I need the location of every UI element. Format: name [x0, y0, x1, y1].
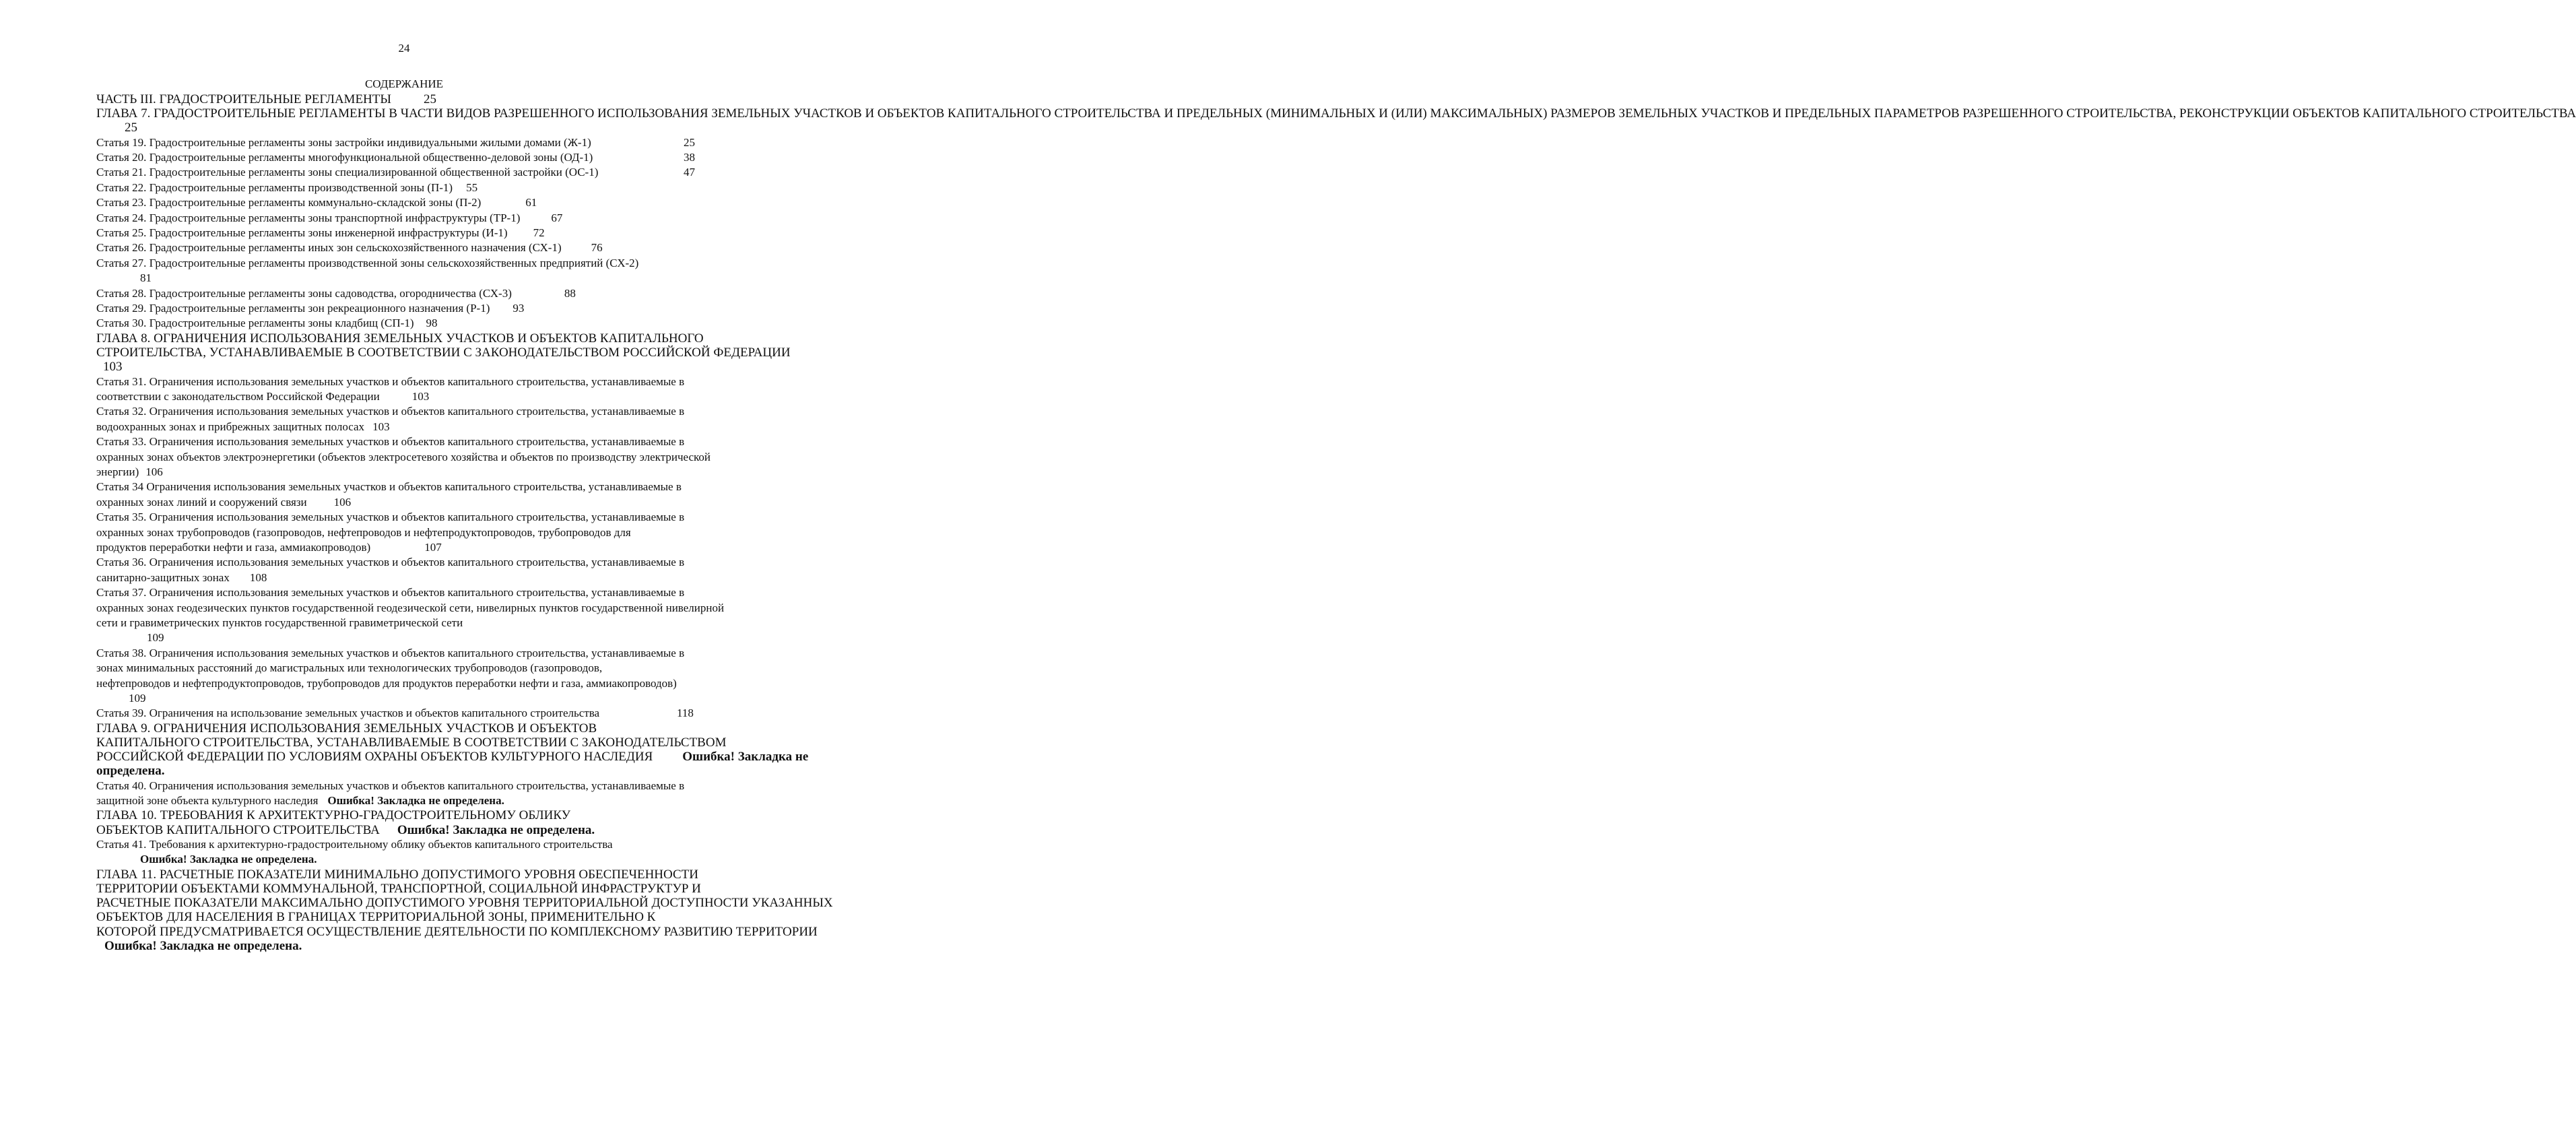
toc-article-entry[interactable]	[96, 256, 770, 286]
toc-page-number: 103	[103, 360, 123, 374]
toc-page-number: 88	[564, 286, 576, 300]
toc-page-number: 47	[684, 166, 695, 179]
toc-article-entry[interactable]	[96, 226, 770, 240]
toc-entry-text-line: Статья 25. Градостроительные регламенты зоны инженерной инфраструктуры (И-1) 72	[96, 226, 545, 240]
toc-article-entry[interactable]	[96, 404, 770, 434]
toc-article-entry[interactable]	[96, 316, 770, 331]
toc-chapter-entry[interactable]	[96, 867, 833, 953]
bookmark-error-text: Ошибка! Закладка не определена.	[327, 794, 504, 808]
toc-page-number: 106	[333, 495, 352, 509]
toc-page-number: 67	[551, 211, 563, 224]
toc-entry-text-line: Статья 34 Ограничения использования земельных участков и объектов капитального строительства, устанавливаемые в	[96, 480, 682, 494]
toc-article-entry[interactable]	[96, 135, 770, 150]
toc-article-entry[interactable]	[96, 585, 770, 646]
toc-entry-text-line: ЧАСТЬ III. ГРАДОСТРОИТЕЛЬНЫЕ РЕГЛАМЕНТЫ 25	[96, 92, 436, 106]
toc-article-entry[interactable]	[96, 706, 770, 721]
toc-chapter-entry[interactable]	[96, 106, 2576, 135]
toc-entry-text-line: Статья 28. Градостроительные регламенты зоны садоводства, огородничества (СХ-3) 88	[96, 286, 576, 300]
toc-entry-text-line: РОССИЙСКОЙ ФЕДЕРАЦИИ ПО УСЛОВИЯМ ОХРАНЫ ОБЪЕКТОВ КУЛЬТУРНОГО НАСЛЕДИЯ Ошибка! Закладка не	[96, 750, 809, 764]
toc-entry-text-line: Статья 22. Градостроительные регламенты производственной зоны (П-1) 55	[96, 181, 478, 194]
toc-entry-text-line: Статья 19. Градостроительные регламенты зоны застройки индивидуальными жилыми домами (Ж-1) 25	[96, 135, 770, 150]
toc-page-number: 109	[147, 631, 164, 645]
toc-entry-text-line: ГЛАВА 7. ГРАДОСТРОИТЕЛЬНЫЕ РЕГЛАМЕНТЫ В ЧАСТИ ВИДОВ РАЗРЕШЕННОГО ИСПОЛЬЗОВАНИЯ ЗЕМЕЛЬНЫХ УЧАСТКОВ И ОБЪЕКТОВ КАПИТАЛЬНОГО СТРОИТЕЛЬСТВА И ПРЕДЕЛЬНЫХ (МИНИМАЛЬНЫХ И (ИЛИ) МАКСИМАЛЬНЫХ) РАЗМЕРОВ ЗЕМЕЛЬНЫХ УЧАСТКОВ И ПРЕДЕЛЬНЫХ ПАРАМЕТРОВ РАЗРЕШЕННОГО СТРОИТЕЛЬСТВА, РЕКОНСТРУКЦИИ ОБЪЕКТОВ КАПИТАЛЬНОГО СТРОИТЕЛЬСТВА	[96, 106, 2576, 121]
bookmark-error-text: Ошибка! Закладка не	[682, 750, 809, 764]
toc-entry-text-line: Статья 23. Градостроительные регламенты коммунально-складской зоны (П-2) 61	[96, 196, 537, 209]
toc-entry-text-line: Статья 36. Ограничения использования земельных участков и объектов капитального строительства, устанавливаемые в	[96, 556, 685, 569]
toc-entry-text-line	[96, 939, 770, 953]
toc-entry-text-line: Статья 39. Ограничения на использование земельных участков и объектов капитального строительства 118	[96, 706, 770, 721]
toc-entry-text-line: Статья 38. Ограничения использования земельных участков и объектов капитального строительства, устанавливаемые в	[96, 646, 685, 659]
toc-page-number: 98	[426, 317, 438, 330]
toc-page-number: 25	[684, 135, 695, 149]
toc-entry-text-line: Статья 29. Градостроительные регламенты зон рекреационного назначения (Р-1) 93	[96, 302, 525, 315]
toc-entry-text-line: Статья 31. Ограничения использования земельных участков и объектов капитального строительства, устанавливаемые в	[96, 374, 685, 388]
bookmark-error-text: определена.	[96, 764, 165, 779]
toc-chapter-entry[interactable]	[96, 808, 770, 837]
toc-entry-text-line	[96, 360, 770, 374]
toc-entry-text-line: энергии) 106	[96, 465, 163, 478]
toc-page-number: 61	[525, 196, 537, 209]
toc-entry-text-line: защитной зоне объекта культурного наследия Ошибка! Закладка не определена.	[96, 794, 504, 808]
toc-article-entry[interactable]	[96, 374, 770, 405]
toc-article-entry[interactable]	[96, 286, 770, 301]
toc-entry-text-line	[96, 691, 770, 706]
toc-entry-text-line: охранных зонах геодезических пунктов государственной геодезической сети, нивелирных пунктов государственной нивелирной	[96, 601, 725, 614]
toc-entry-text-line: охранных зонах линий и сооружений связи 106	[96, 495, 352, 509]
toc-entry-text-line: КАПИТАЛЬНОГО СТРОИТЕЛЬСТВА, УСТАНАВЛИВАЕМЫЕ В СООТВЕТСТВИИ С ЗАКОНОДАТЕЛЬСТВОМ	[96, 736, 727, 750]
toc-entry-text-line: ГЛАВА 10. ТРЕБОВАНИЯ К АРХИТЕКТУРНО-ГРАДОСТРОИТЕЛЬНОМУ ОБЛИКУ	[96, 808, 571, 823]
toc-entry-text-line: ГЛАВА 9. ОГРАНИЧЕНИЯ ИСПОЛЬЗОВАНИЯ ЗЕМЕЛЬНЫХ УЧАСТКОВ И ОБЪЕКТОВ	[96, 721, 597, 736]
toc-page-number: 81	[140, 271, 152, 285]
toc-entry-text-line: Статья 40. Ограничения использования земельных участков и объектов капитального строительства, устанавливаемые в	[96, 779, 685, 792]
toc-page-number-line	[96, 630, 770, 645]
toc-page-number: 107	[424, 540, 442, 554]
toc-page-number: 25	[125, 121, 137, 135]
toc-entry-text-line: нефтепроводов и нефтепродуктопроводов, трубопроводов для продуктов переработки нефти и газа, аммиакопроводов)	[96, 676, 677, 690]
toc-page-number: 103	[372, 420, 390, 433]
toc-article-entry[interactable]	[96, 434, 770, 480]
toc-page-number: 106	[145, 465, 163, 478]
toc-article-entry[interactable]	[96, 646, 770, 707]
toc-entry-text-line: Статья 32. Ограничения использования земельных участков и объектов капитального строительства, устанавливаемые в	[96, 405, 685, 418]
toc-article-entry[interactable]	[96, 181, 770, 195]
toc-title: СОДЕРЖАНИЕ	[364, 77, 444, 90]
toc-page-number: 93	[513, 302, 525, 315]
table-of-contents	[96, 92, 2576, 953]
toc-entry-text-line: ОБЪЕКТОВ КАПИТАЛЬНОГО СТРОИТЕЛЬСТВА Ошибка! Закладка не определена.	[96, 822, 595, 837]
toc-entry-text-line: Статья 35. Ограничения использования земельных участков и объектов капитального строительства, устанавливаемые в	[96, 511, 685, 524]
toc-article-entry[interactable]	[96, 211, 770, 226]
toc-entry-text-line: ГЛАВА 11. РАСЧЕТНЫЕ ПОКАЗАТЕЛИ МИНИМАЛЬНО ДОПУСТИМОГО УРОВНЯ ОБЕСПЕЧЕННОСТИ	[96, 867, 698, 882]
toc-entry-text-line: соответствии с законодательством Российской Федерации 103	[96, 389, 430, 403]
toc-entry-text-line: СТРОИТЕЛЬСТВА, УСТАНАВЛИВАЕМЫЕ В СООТВЕТСТВИИ С ЗАКОНОДАТЕЛЬСТВОМ РОССИЙСКОЙ ФЕДЕРАЦИИ	[96, 346, 791, 360]
toc-article-entry[interactable]	[96, 510, 770, 555]
toc-entry-text-line: КОТОРОЙ ПРЕДУСМАТРИВАЕТСЯ ОСУЩЕСТВЛЕНИЕ ДЕЯТЕЛЬНОСТИ ПО КОМПЛЕКСНОМУ РАЗВИТИЮ ТЕРРИТОРИИ	[96, 924, 818, 939]
toc-entry-text-line: Статья 41. Требования к архитектурно-градостроительному облику объектов капитального строительства	[96, 837, 613, 851]
toc-entry-text-line: Статья 24. Градостроительные регламенты зоны транспортной инфраструктуры (ТР-1) 67	[96, 211, 563, 224]
toc-entry-text-line: ГЛАВА 8. ОГРАНИЧЕНИЯ ИСПОЛЬЗОВАНИЯ ЗЕМЕЛЬНЫХ УЧАСТКОВ И ОБЪЕКТОВ КАПИТАЛЬНОГО	[96, 331, 704, 346]
bookmark-error-text: Ошибка! Закладка не определена.	[397, 822, 595, 837]
toc-entry-text-line: продуктов переработки нефти и газа, аммиакопроводов) 107	[96, 540, 442, 554]
toc-page-number: 103	[411, 389, 430, 403]
toc-page-number: 55	[466, 181, 478, 194]
toc-article-entry[interactable]	[96, 165, 770, 180]
toc-entry-text-line: Статья 27. Градостроительные регламенты производственной зоны сельскохозяйственных предприятий (СХ-2)	[96, 256, 639, 269]
toc-entry-text-line: водоохранных зонах и прибрежных защитных полосах 103	[96, 420, 390, 433]
toc-entry-text-line: Статья 30. Градостроительные регламенты зоны кладбищ (СП-1) 98	[96, 317, 438, 330]
toc-entry-text-line: Статья 20. Градостроительные регламенты многофункциональной общественно-деловой зоны (ОД-1) 38	[96, 150, 770, 165]
page-number: 24	[398, 42, 410, 55]
toc-entry-text-line: охранных зонах трубопроводов (газопроводов, нефтепроводов и нефтепродуктопроводов, трубопроводов для	[96, 525, 631, 539]
toc-entry-text-line: сети и гравиметрических пунктов государственной гравиметрической сети	[96, 616, 463, 629]
toc-entry-text-line: ОБЪЕКТОВ ДЛЯ НАСЕЛЕНИЯ В ГРАНИЦАХ ТЕРРИТОРИАЛЬНОЙ ЗОНЫ, ПРИМЕНИТЕЛЬНО К	[96, 910, 656, 925]
toc-page-number: 76	[591, 241, 603, 255]
toc-entry-text-line: Статья 21. Градостроительные регламенты зоны специализированной общественной застройки (ОС-1) 47	[96, 165, 770, 180]
bookmark-error-line	[96, 764, 770, 778]
toc-article-entry[interactable]	[96, 480, 770, 510]
toc-entry-text-line: ТЕРРИТОРИИ ОБЪЕКТАМИ КОММУНАЛЬНОЙ, ТРАНСПОРТНОЙ, СОЦИАЛЬНОЙ ИНФРАСТРУКТУР И	[96, 881, 701, 896]
toc-page-number: 109	[129, 692, 146, 705]
toc-article-entry[interactable]	[96, 837, 770, 868]
toc-page-number-line	[96, 271, 770, 286]
toc-page-number: 118	[677, 707, 694, 720]
bookmark-error-text: Ошибка! Закладка не определена.	[104, 938, 302, 953]
toc-entry-text-line: охранных зонах объектов электроэнергетики (объектов электросетевого хозяйства и объектов по производству электрической	[96, 450, 711, 463]
toc-entry-text-line: зонах минимальных расстояний до магистральных или технологических трубопроводов (газопроводов,	[96, 661, 603, 675]
toc-entry-text-line	[96, 121, 770, 135]
toc-chapter-entry[interactable]	[96, 331, 791, 374]
toc-chapter-entry[interactable]	[96, 92, 770, 106]
toc-page-number: 108	[249, 570, 267, 584]
toc-article-entry[interactable]	[96, 150, 770, 165]
toc-chapter-entry[interactable]	[96, 721, 809, 779]
toc-article-entry[interactable]	[96, 301, 770, 316]
toc-article-entry[interactable]	[96, 555, 770, 585]
toc-article-entry[interactable]	[96, 779, 770, 809]
toc-article-entry[interactable]	[96, 240, 770, 255]
bookmark-error-text: Ошибка! Закладка не определена.	[140, 853, 317, 866]
bookmark-error-line	[96, 852, 770, 867]
toc-page-number: 72	[533, 226, 545, 240]
toc-entry-text-line: Статья 26. Градостроительные регламенты иных зон сельскохозяйственного назначения (СХ-1) 76	[96, 241, 603, 255]
toc-page-number: 38	[684, 151, 695, 164]
toc-entry-text-line: санитарно-защитных зонах 108	[96, 570, 267, 584]
toc-entry-text-line: Статья 33. Ограничения использования земельных участков и объектов капитального строительства, устанавливаемые в	[96, 435, 685, 449]
toc-page-number: 25	[423, 92, 436, 106]
toc-entry-text-line: РАСЧЕТНЫЕ ПОКАЗАТЕЛИ МАКСИМАЛЬНО ДОПУСТИМОГО УРОВНЯ ТЕРРИТОРИАЛЬНОЙ ДОСТУПНОСТИ УКАЗАННЫХ	[96, 896, 833, 911]
toc-entry-text-line: Статья 37. Ограничения использования земельных участков и объектов капитального строительства, устанавливаемые в	[96, 586, 685, 599]
toc-article-entry[interactable]	[96, 195, 770, 210]
